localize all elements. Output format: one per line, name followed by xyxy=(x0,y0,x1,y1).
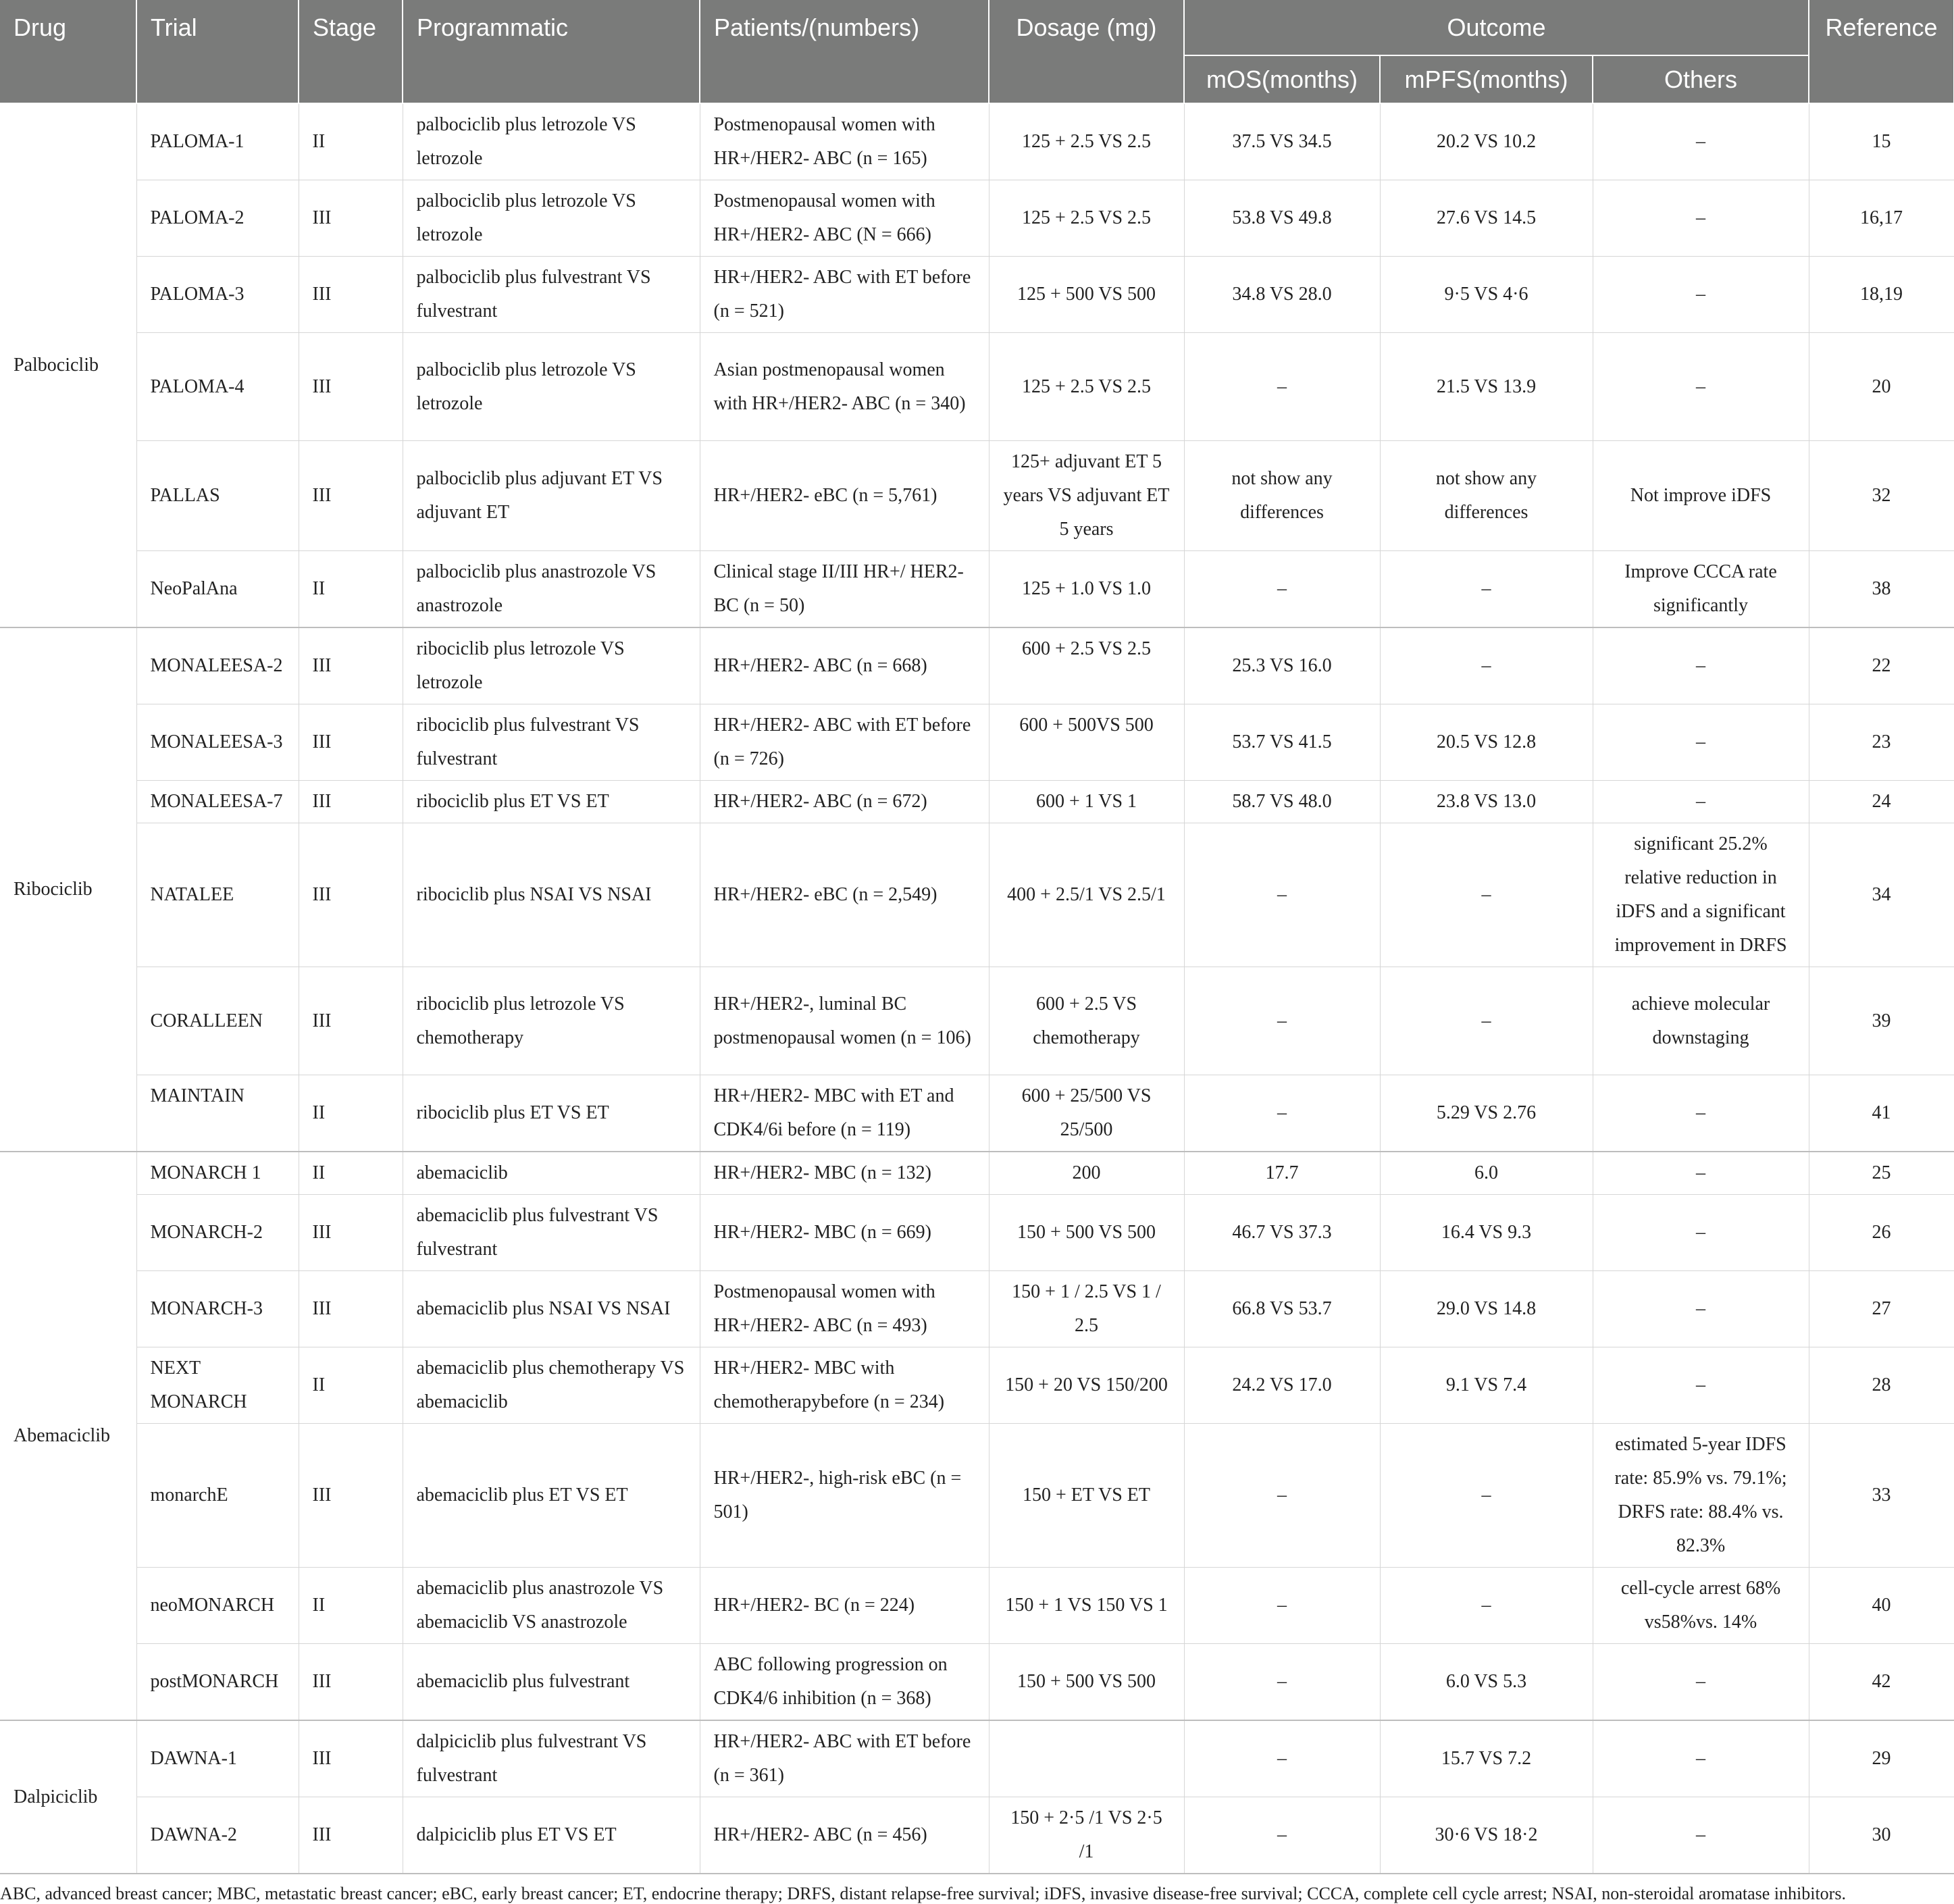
trial-name: MAINTAIN xyxy=(136,1075,299,1152)
drug-name: Ribociclib xyxy=(0,627,136,1152)
trial-others: significant 25.2% relative reduction in iDFS and a significant improvement in DRFS xyxy=(1593,823,1809,967)
trial-mos: – xyxy=(1184,823,1380,967)
header-others: Others xyxy=(1593,55,1809,103)
trial-mos: 46.7 VS 37.3 xyxy=(1184,1195,1380,1271)
trial-mpfs: 6.0 xyxy=(1380,1152,1593,1195)
table-body xyxy=(0,103,1954,1874)
trial-stage: II xyxy=(299,1152,403,1195)
trial-dosage: 600 + 25/500 VS 25/500 xyxy=(989,1075,1184,1152)
trial-others: – xyxy=(1593,1271,1809,1347)
trial-mpfs: 20.2 VS 10.2 xyxy=(1380,103,1593,180)
trial-mpfs: 20.5 VS 12.8 xyxy=(1380,704,1593,781)
trial-patients: HR+/HER2- eBC (n = 5,761) xyxy=(700,441,989,551)
trial-stage: III xyxy=(299,704,403,781)
trial-programmatic: dalpiciclib plus fulvestrant VS fulvestrant xyxy=(403,1720,700,1797)
trial-reference: 22 xyxy=(1809,627,1954,704)
trial-reference: 24 xyxy=(1809,781,1954,823)
trial-name: MONARCH 1 xyxy=(136,1152,299,1195)
trial-others: – xyxy=(1593,781,1809,823)
trial-others: – xyxy=(1593,1347,1809,1424)
trial-programmatic: abemaciclib plus fulvestrant xyxy=(403,1644,700,1721)
trial-programmatic: dalpiciclib plus ET VS ET xyxy=(403,1797,700,1874)
table-row xyxy=(0,823,1954,967)
trial-mos: – xyxy=(1184,551,1380,628)
trial-reference: 25 xyxy=(1809,1152,1954,1195)
trial-name: PALOMA-4 xyxy=(136,333,299,441)
trial-dosage: 125 + 1.0 VS 1.0 xyxy=(989,551,1184,628)
trial-name: NATALEE xyxy=(136,823,299,967)
trial-others: – xyxy=(1593,1195,1809,1271)
trial-dosage: 600 + 2.5 VS chemotherapy xyxy=(989,967,1184,1075)
trial-others: – xyxy=(1593,704,1809,781)
trial-others: – xyxy=(1593,627,1809,704)
trial-reference: 38 xyxy=(1809,551,1954,628)
table-row xyxy=(0,781,1954,823)
header-mos: mOS(months) xyxy=(1184,55,1380,103)
trial-stage: III xyxy=(299,1720,403,1797)
trial-programmatic: abemaciclib plus NSAI VS NSAI xyxy=(403,1271,700,1347)
trial-dosage: 125+ adjuvant ET 5 years VS adjuvant ET 5 years xyxy=(989,441,1184,551)
trial-stage: III xyxy=(299,781,403,823)
trial-others: – xyxy=(1593,1152,1809,1195)
trial-mos: – xyxy=(1184,1424,1380,1568)
trial-dosage xyxy=(989,1720,1184,1797)
trial-mos: 53.8 VS 49.8 xyxy=(1184,180,1380,257)
table-row xyxy=(0,1797,1954,1874)
table-row xyxy=(0,704,1954,781)
trial-programmatic: abemaciclib plus fulvestrant VS fulvestrant xyxy=(403,1195,700,1271)
trial-programmatic: abemaciclib plus anastrozole VS abemaciclib VS anastrozole xyxy=(403,1568,700,1644)
trial-mpfs: – xyxy=(1380,823,1593,967)
trial-stage: III xyxy=(299,1271,403,1347)
trial-patients: HR+/HER2- MBC (n = 669) xyxy=(700,1195,989,1271)
table-row xyxy=(0,103,1954,180)
table-row xyxy=(0,967,1954,1075)
table-row xyxy=(0,1424,1954,1568)
trial-others: – xyxy=(1593,1797,1809,1874)
trial-programmatic: ribociclib plus ET VS ET xyxy=(403,781,700,823)
trial-dosage: 125 + 2.5 VS 2.5 xyxy=(989,180,1184,257)
trial-dosage: 150 + 20 VS 150/200 xyxy=(989,1347,1184,1424)
header-trial: Trial xyxy=(136,0,299,103)
trial-patients: HR+/HER2-, high-risk eBC (n = 501) xyxy=(700,1424,989,1568)
table-row xyxy=(0,1347,1954,1424)
trial-programmatic: palbociclib plus letrozole VS letrozole xyxy=(403,333,700,441)
trial-patients: HR+/HER2- ABC with ET before (n = 361) xyxy=(700,1720,989,1797)
trial-mos: 37.5 VS 34.5 xyxy=(1184,103,1380,180)
table-row xyxy=(0,1271,1954,1347)
trial-reference: 40 xyxy=(1809,1568,1954,1644)
trial-patients: Asian postmenopausal women with HR+/HER2- ABC (n = 340) xyxy=(700,333,989,441)
trial-programmatic: abemaciclib plus chemotherapy VS abemaciclib xyxy=(403,1347,700,1424)
trial-reference: 28 xyxy=(1809,1347,1954,1424)
trial-name: PALLAS xyxy=(136,441,299,551)
trial-stage: III xyxy=(299,823,403,967)
trial-programmatic: ribociclib plus ET VS ET xyxy=(403,1075,700,1152)
trial-mos: – xyxy=(1184,1720,1380,1797)
trial-patients: HR+/HER2- BC (n = 224) xyxy=(700,1568,989,1644)
trial-reference: 15 xyxy=(1809,103,1954,180)
trial-patients: HR+/HER2- ABC (n = 456) xyxy=(700,1797,989,1874)
trial-name: PALOMA-3 xyxy=(136,257,299,333)
trial-reference: 29 xyxy=(1809,1720,1954,1797)
trial-dosage: 150 + 1 / 2.5 VS 1 / 2.5 xyxy=(989,1271,1184,1347)
trial-dosage: 125 + 2.5 VS 2.5 xyxy=(989,333,1184,441)
trial-mos: 58.7 VS 48.0 xyxy=(1184,781,1380,823)
trial-mpfs: – xyxy=(1380,551,1593,628)
trial-dosage: 150 + ET VS ET xyxy=(989,1424,1184,1568)
trial-patients: HR+/HER2- MBC (n = 132) xyxy=(700,1152,989,1195)
trial-patients: Postmenopausal women with HR+/HER2- ABC (n = 165) xyxy=(700,103,989,180)
trial-programmatic: abemaciclib plus ET VS ET xyxy=(403,1424,700,1568)
trial-stage: II xyxy=(299,1568,403,1644)
trial-patients: HR+/HER2- ABC with ET before (n = 726) xyxy=(700,704,989,781)
trial-stage: II xyxy=(299,551,403,628)
trial-reference: 23 xyxy=(1809,704,1954,781)
trial-name: PALOMA-2 xyxy=(136,180,299,257)
trial-stage: III xyxy=(299,627,403,704)
trial-mos: not show any differences xyxy=(1184,441,1380,551)
table-row xyxy=(0,1720,1954,1797)
trial-name: MONALEESA-7 xyxy=(136,781,299,823)
table-row xyxy=(0,257,1954,333)
trial-programmatic: palbociclib plus letrozole VS letrozole xyxy=(403,103,700,180)
trial-mos: 24.2 VS 17.0 xyxy=(1184,1347,1380,1424)
trial-programmatic: palbociclib plus letrozole VS letrozole xyxy=(403,180,700,257)
trial-mos: – xyxy=(1184,1797,1380,1874)
header-drug: Drug xyxy=(0,0,136,103)
trial-others: – xyxy=(1593,1644,1809,1721)
trial-dosage: 600 + 2.5 VS 2.5 xyxy=(989,627,1184,704)
trial-reference: 26 xyxy=(1809,1195,1954,1271)
trial-programmatic: ribociclib plus fulvestrant VS fulvestrant xyxy=(403,704,700,781)
trial-mpfs: not show any differences xyxy=(1380,441,1593,551)
header-stage: Stage xyxy=(299,0,403,103)
table-row xyxy=(0,627,1954,704)
trial-patients: HR+/HER2- MBC with ET and CDK4/6i before (n = 119) xyxy=(700,1075,989,1152)
trial-mpfs: – xyxy=(1380,627,1593,704)
trial-mpfs: 9·5 VS 4·6 xyxy=(1380,257,1593,333)
trial-stage: II xyxy=(299,103,403,180)
header-reference: Reference xyxy=(1809,0,1954,103)
trial-stage: III xyxy=(299,180,403,257)
header-mpfs: mPFS(months) xyxy=(1380,55,1593,103)
trial-stage: III xyxy=(299,967,403,1075)
trial-name: monarchE xyxy=(136,1424,299,1568)
trial-stage: II xyxy=(299,1347,403,1424)
trial-dosage: 150 + 1 VS 150 VS 1 xyxy=(989,1568,1184,1644)
trial-stage: III xyxy=(299,1424,403,1568)
table-row xyxy=(0,1152,1954,1195)
trial-patients: HR+/HER2-, luminal BC postmenopausal women (n = 106) xyxy=(700,967,989,1075)
trial-dosage: 150 + 500 VS 500 xyxy=(989,1644,1184,1721)
trial-name: CORALLEEN xyxy=(136,967,299,1075)
trial-dosage: 600 + 1 VS 1 xyxy=(989,781,1184,823)
trial-mpfs: – xyxy=(1380,967,1593,1075)
trial-patients: HR+/HER2- ABC (n = 672) xyxy=(700,781,989,823)
trial-reference: 20 xyxy=(1809,333,1954,441)
drug-name: Palbociclib xyxy=(0,103,136,627)
trial-mos: 17.7 xyxy=(1184,1152,1380,1195)
trial-mpfs: 16.4 VS 9.3 xyxy=(1380,1195,1593,1271)
trial-mpfs: 29.0 VS 14.8 xyxy=(1380,1271,1593,1347)
trial-name: MONARCH-2 xyxy=(136,1195,299,1271)
trial-dosage: 400 + 2.5/1 VS 2.5/1 xyxy=(989,823,1184,967)
table-row xyxy=(0,1075,1954,1152)
trial-others: Not improve iDFS xyxy=(1593,441,1809,551)
trial-programmatic: palbociclib plus fulvestrant VS fulvestrant xyxy=(403,257,700,333)
trial-mpfs: 15.7 VS 7.2 xyxy=(1380,1720,1593,1797)
trial-name: MONARCH-3 xyxy=(136,1271,299,1347)
trial-others: – xyxy=(1593,1720,1809,1797)
trial-others: – xyxy=(1593,257,1809,333)
trial-reference: 39 xyxy=(1809,967,1954,1075)
trial-dosage: 200 xyxy=(989,1152,1184,1195)
table-row xyxy=(0,1644,1954,1721)
trial-stage: III xyxy=(299,1644,403,1721)
trial-mpfs: 5.29 VS 2.76 xyxy=(1380,1075,1593,1152)
trial-programmatic: ribociclib plus letrozole VS letrozole xyxy=(403,627,700,704)
table-footnote: ABC, advanced breast cancer; MBC, metastatic breast cancer; eBC, early breast cancer; ET, endocrine therapy; DRFS, distant relapse-free survival; iDFS, invasive disease-free survival; CCCA, complete cell cycle arrest; NSAI, non-steroidal aromatase inhibitors. xyxy=(0,1884,1846,1903)
trial-patients: HR+/HER2- ABC with ET before (n = 521) xyxy=(700,257,989,333)
trial-dosage: 600 + 500VS 500 xyxy=(989,704,1184,781)
trial-name: DAWNA-2 xyxy=(136,1797,299,1874)
trial-others: – xyxy=(1593,333,1809,441)
trial-name: MONALEESA-3 xyxy=(136,704,299,781)
trial-dosage: 150 + 2·5 /1 VS 2·5 /1 xyxy=(989,1797,1184,1874)
trial-programmatic: palbociclib plus anastrozole VS anastrozole xyxy=(403,551,700,628)
trial-others: estimated 5-year IDFS rate: 85.9% vs. 79.1%; DRFS rate: 88.4% vs. 82.3% xyxy=(1593,1424,1809,1568)
trial-others: cell-cycle arrest 68% vs58%vs. 14% xyxy=(1593,1568,1809,1644)
drug-name: Dalpiciclib xyxy=(0,1720,136,1874)
trial-mos: – xyxy=(1184,1568,1380,1644)
table-row xyxy=(0,551,1954,628)
trial-mos: 53.7 VS 41.5 xyxy=(1184,704,1380,781)
trial-name: NEXT MONARCH xyxy=(136,1347,299,1424)
trial-stage: III xyxy=(299,1797,403,1874)
trial-mos: 66.8 VS 53.7 xyxy=(1184,1271,1380,1347)
trial-reference: 42 xyxy=(1809,1644,1954,1721)
table-row xyxy=(0,441,1954,551)
trial-mos: 34.8 VS 28.0 xyxy=(1184,257,1380,333)
trial-mpfs: 23.8 VS 13.0 xyxy=(1380,781,1593,823)
trial-reference: 18,19 xyxy=(1809,257,1954,333)
trial-mos: – xyxy=(1184,1075,1380,1152)
trial-others: – xyxy=(1593,103,1809,180)
trial-stage: III xyxy=(299,441,403,551)
table-row xyxy=(0,1568,1954,1644)
trial-reference: 33 xyxy=(1809,1424,1954,1568)
trial-mos: – xyxy=(1184,1644,1380,1721)
table-row xyxy=(0,1195,1954,1271)
trial-stage: III xyxy=(299,257,403,333)
trial-stage: III xyxy=(299,333,403,441)
table-row xyxy=(0,333,1954,441)
trial-dosage: 150 + 500 VS 500 xyxy=(989,1195,1184,1271)
trial-reference: 27 xyxy=(1809,1271,1954,1347)
trial-mpfs: 21.5 VS 13.9 xyxy=(1380,333,1593,441)
trial-mos: 25.3 VS 16.0 xyxy=(1184,627,1380,704)
header-dosage: Dosage (mg) xyxy=(989,0,1184,103)
trial-patients: Postmenopausal women with HR+/HER2- ABC (N = 666) xyxy=(700,180,989,257)
trial-mpfs: 9.1 VS 7.4 xyxy=(1380,1347,1593,1424)
trial-patients: ABC following progression on CDK4/6 inhibition (n = 368) xyxy=(700,1644,989,1721)
trial-name: PALOMA-1 xyxy=(136,103,299,180)
trial-name: DAWNA-1 xyxy=(136,1720,299,1797)
trial-mpfs: 30·6 VS 18·2 xyxy=(1380,1797,1593,1874)
trial-others: Improve CCCA rate significantly xyxy=(1593,551,1809,628)
trial-mos: – xyxy=(1184,333,1380,441)
trial-patients: HR+/HER2- eBC (n = 2,549) xyxy=(700,823,989,967)
table-row xyxy=(0,180,1954,257)
header-programmatic: Programmatic xyxy=(403,0,700,103)
trial-mpfs: – xyxy=(1380,1424,1593,1568)
trial-patients: HR+/HER2- ABC (n = 668) xyxy=(700,627,989,704)
trial-programmatic: palbociclib plus adjuvant ET VS adjuvant ET xyxy=(403,441,700,551)
trial-others: – xyxy=(1593,1075,1809,1152)
header-outcome: Outcome xyxy=(1184,0,1809,55)
trial-mos: – xyxy=(1184,967,1380,1075)
trial-dosage: 125 + 2.5 VS 2.5 xyxy=(989,103,1184,180)
trial-reference: 32 xyxy=(1809,441,1954,551)
trial-patients: Postmenopausal women with HR+/HER2- ABC (n = 493) xyxy=(700,1271,989,1347)
trial-name: postMONARCH xyxy=(136,1644,299,1721)
trial-name: MONALEESA-2 xyxy=(136,627,299,704)
trial-programmatic: abemaciclib xyxy=(403,1152,700,1195)
trial-stage: II xyxy=(299,1075,403,1152)
trial-dosage: 125 + 500 VS 500 xyxy=(989,257,1184,333)
trial-patients: HR+/HER2- MBC with chemotherapybefore (n = 234) xyxy=(700,1347,989,1424)
trial-mpfs: 6.0 VS 5.3 xyxy=(1380,1644,1593,1721)
trial-patients: Clinical stage II/III HR+/ HER2- BC (n = 50) xyxy=(700,551,989,628)
trial-others: achieve molecular downstaging xyxy=(1593,967,1809,1075)
trial-others: – xyxy=(1593,180,1809,257)
trial-mpfs: 27.6 VS 14.5 xyxy=(1380,180,1593,257)
trial-name: NeoPalAna xyxy=(136,551,299,628)
trial-programmatic: ribociclib plus letrozole VS chemotherapy xyxy=(403,967,700,1075)
drug-name: Abemaciclib xyxy=(0,1152,136,1720)
trial-stage: III xyxy=(299,1195,403,1271)
trial-programmatic: ribociclib plus NSAI VS NSAI xyxy=(403,823,700,967)
trial-reference: 30 xyxy=(1809,1797,1954,1874)
trial-name: neoMONARCH xyxy=(136,1568,299,1644)
trial-reference: 34 xyxy=(1809,823,1954,967)
header-patients: Patients/(numbers) xyxy=(700,0,989,103)
trial-mpfs: – xyxy=(1380,1568,1593,1644)
trial-reference: 16,17 xyxy=(1809,180,1954,257)
trial-reference: 41 xyxy=(1809,1075,1954,1152)
